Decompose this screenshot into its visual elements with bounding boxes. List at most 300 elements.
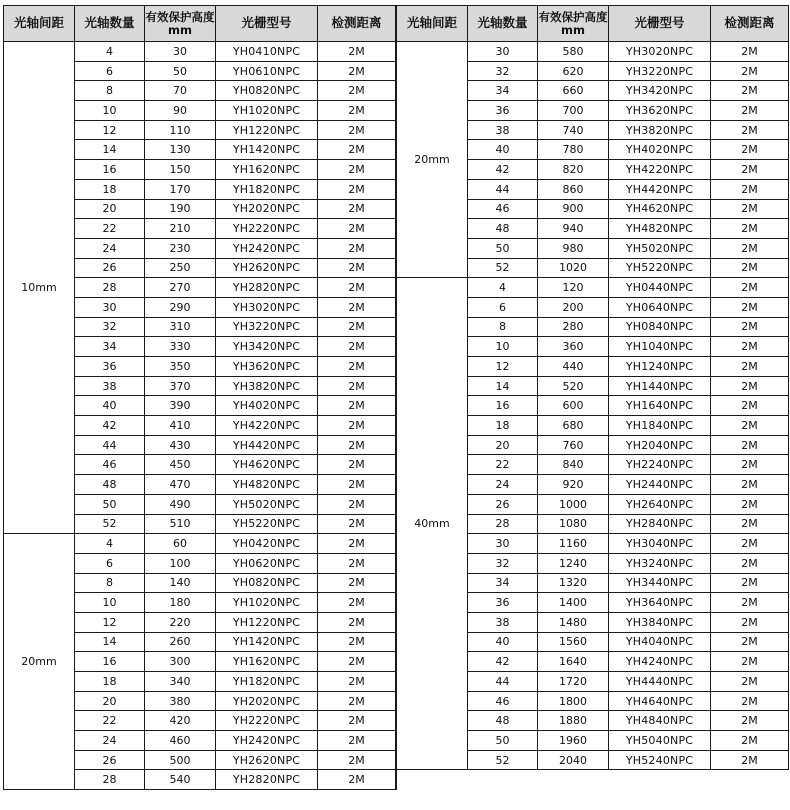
distance-cell: 2M <box>711 553 789 573</box>
axis-count-cell: 14 <box>75 632 145 652</box>
model-cell: YH1820NPC <box>216 179 318 199</box>
height-cell: 440 <box>538 357 609 377</box>
empty-cell <box>609 770 711 790</box>
axis-count-cell: 18 <box>75 179 145 199</box>
model-cell: YH2640NPC <box>609 494 711 514</box>
height-cell: 100 <box>145 553 216 573</box>
axis-count-cell: 52 <box>468 750 538 770</box>
axis-count-cell: 42 <box>468 652 538 672</box>
distance-cell: 2M <box>711 160 789 180</box>
model-cell: YH4420NPC <box>609 179 711 199</box>
height-cell: 740 <box>538 120 609 140</box>
empty-cell <box>538 770 609 790</box>
model-cell: YH4020NPC <box>609 140 711 160</box>
distance-cell: 2M <box>711 534 789 554</box>
distance-cell: 2M <box>711 475 789 495</box>
height-cell: 1640 <box>538 652 609 672</box>
distance-cell: 2M <box>711 81 789 101</box>
table-header-row <box>4 6 396 42</box>
distance-cell: 2M <box>318 357 396 377</box>
height-cell: 1080 <box>538 514 609 534</box>
height-cell: 1000 <box>538 494 609 514</box>
height-cell: 110 <box>145 120 216 140</box>
model-cell: YH0820NPC <box>216 573 318 593</box>
height-cell: 760 <box>538 435 609 455</box>
axis-count-cell: 30 <box>468 534 538 554</box>
height-cell: 1880 <box>538 711 609 731</box>
height-cell: 130 <box>145 140 216 160</box>
model-cell: YH2220NPC <box>216 711 318 731</box>
distance-cell: 2M <box>711 396 789 416</box>
height-cell: 860 <box>538 179 609 199</box>
axis-count-cell: 20 <box>75 199 145 219</box>
axis-count-cell: 18 <box>75 672 145 692</box>
distance-cell: 2M <box>711 120 789 140</box>
axis-count-cell: 34 <box>75 337 145 357</box>
model-cell: YH4820NPC <box>609 219 711 239</box>
model-cell: YH3020NPC <box>609 42 711 62</box>
height-cell: 1960 <box>538 731 609 751</box>
spec-sheet <box>3 5 788 795</box>
height-cell: 470 <box>145 475 216 495</box>
distance-cell: 2M <box>318 475 396 495</box>
axis-count-cell: 36 <box>468 593 538 613</box>
distance-cell: 2M <box>318 199 396 219</box>
distance-cell: 2M <box>711 61 789 81</box>
model-cell: YH4220NPC <box>216 416 318 436</box>
distance-cell: 2M <box>711 494 789 514</box>
distance-cell: 2M <box>318 219 396 239</box>
header-spacing: 光轴间距 <box>397 6 468 42</box>
axis-count-cell: 34 <box>468 81 538 101</box>
model-cell: YH3420NPC <box>609 81 711 101</box>
distance-cell: 2M <box>318 81 396 101</box>
distance-cell: 2M <box>318 593 396 613</box>
height-cell: 180 <box>145 593 216 613</box>
height-cell: 250 <box>145 258 216 278</box>
height-cell: 540 <box>145 770 216 790</box>
distance-cell: 2M <box>318 42 396 62</box>
height-cell: 680 <box>538 416 609 436</box>
axis-count-cell: 22 <box>75 219 145 239</box>
axis-count-cell: 48 <box>468 711 538 731</box>
distance-cell: 2M <box>318 120 396 140</box>
model-cell: YH4020NPC <box>216 396 318 416</box>
height-cell: 420 <box>145 711 216 731</box>
header-count: 光轴数量 <box>468 6 538 42</box>
height-cell: 140 <box>145 573 216 593</box>
model-cell: YH2020NPC <box>216 691 318 711</box>
distance-cell: 2M <box>711 416 789 436</box>
axis-count-cell: 36 <box>468 101 538 121</box>
height-cell: 280 <box>538 317 609 337</box>
axis-count-cell: 8 <box>75 81 145 101</box>
model-cell: YH2820NPC <box>216 770 318 790</box>
axis-count-cell: 4 <box>75 42 145 62</box>
height-cell: 780 <box>538 140 609 160</box>
model-cell: YH2040NPC <box>609 435 711 455</box>
axis-count-cell: 22 <box>468 455 538 475</box>
height-cell: 500 <box>145 750 216 770</box>
axis-count-cell: 52 <box>75 514 145 534</box>
axis-count-cell: 10 <box>75 593 145 613</box>
height-cell: 70 <box>145 81 216 101</box>
model-cell: YH3840NPC <box>609 612 711 632</box>
header-model: 光栅型号 <box>216 6 318 42</box>
distance-cell: 2M <box>711 179 789 199</box>
header-height: 有效保护高度mm <box>538 6 609 42</box>
distance-cell: 2M <box>711 632 789 652</box>
axis-count-cell: 32 <box>468 553 538 573</box>
height-cell: 620 <box>538 61 609 81</box>
distance-cell: 2M <box>318 455 396 475</box>
model-cell: YH1640NPC <box>609 396 711 416</box>
axis-count-cell: 12 <box>468 357 538 377</box>
axis-count-cell: 10 <box>75 101 145 121</box>
axis-count-cell: 32 <box>468 61 538 81</box>
empty-cell <box>397 770 468 790</box>
model-cell: YH5220NPC <box>609 258 711 278</box>
height-cell: 340 <box>145 672 216 692</box>
height-cell: 580 <box>538 42 609 62</box>
height-cell: 900 <box>538 199 609 219</box>
right-spec-table <box>396 5 789 790</box>
height-cell: 120 <box>538 278 609 298</box>
model-cell: YH1620NPC <box>216 160 318 180</box>
axis-count-cell: 46 <box>75 455 145 475</box>
distance-cell: 2M <box>711 199 789 219</box>
axis-count-cell: 12 <box>75 612 145 632</box>
height-cell: 1320 <box>538 573 609 593</box>
height-cell: 360 <box>538 337 609 357</box>
distance-cell: 2M <box>318 376 396 396</box>
distance-cell: 2M <box>318 514 396 534</box>
distance-cell: 2M <box>711 593 789 613</box>
header-model: 光栅型号 <box>609 6 711 42</box>
distance-cell: 2M <box>318 101 396 121</box>
axis-count-cell: 38 <box>75 376 145 396</box>
distance-cell: 2M <box>711 652 789 672</box>
model-cell: YH3640NPC <box>609 593 711 613</box>
spacing-group-cell: 40mm <box>397 278 468 770</box>
axis-count-cell: 44 <box>468 672 538 692</box>
model-cell: YH4640NPC <box>609 691 711 711</box>
model-cell: YH1620NPC <box>216 652 318 672</box>
height-cell: 210 <box>145 219 216 239</box>
model-cell: YH0620NPC <box>216 553 318 573</box>
axis-count-cell: 8 <box>75 573 145 593</box>
model-cell: YH0440NPC <box>609 278 711 298</box>
distance-cell: 2M <box>318 61 396 81</box>
left-spec-table <box>3 5 396 790</box>
model-cell: YH2820NPC <box>216 278 318 298</box>
distance-cell: 2M <box>318 179 396 199</box>
axis-count-cell: 48 <box>468 219 538 239</box>
axis-count-cell: 12 <box>75 120 145 140</box>
model-cell: YH0410NPC <box>216 42 318 62</box>
height-cell: 450 <box>145 455 216 475</box>
axis-count-cell: 10 <box>468 337 538 357</box>
height-cell: 1240 <box>538 553 609 573</box>
axis-count-cell: 50 <box>468 238 538 258</box>
height-cell: 1160 <box>538 534 609 554</box>
distance-cell: 2M <box>711 258 789 278</box>
axis-count-cell: 36 <box>75 357 145 377</box>
distance-cell: 2M <box>318 416 396 436</box>
height-cell: 430 <box>145 435 216 455</box>
distance-cell: 2M <box>711 376 789 396</box>
model-cell: YH4820NPC <box>216 475 318 495</box>
axis-count-cell: 16 <box>75 652 145 672</box>
model-cell: YH2840NPC <box>609 514 711 534</box>
distance-cell: 2M <box>711 238 789 258</box>
model-cell: YH2620NPC <box>216 750 318 770</box>
height-cell: 260 <box>145 632 216 652</box>
distance-cell: 2M <box>318 140 396 160</box>
axis-count-cell: 50 <box>75 494 145 514</box>
distance-cell: 2M <box>711 219 789 239</box>
model-cell: YH0420NPC <box>216 534 318 554</box>
model-cell: YH1840NPC <box>609 416 711 436</box>
height-cell: 460 <box>145 731 216 751</box>
height-cell: 490 <box>145 494 216 514</box>
distance-cell: 2M <box>711 711 789 731</box>
height-cell: 350 <box>145 357 216 377</box>
distance-cell: 2M <box>711 101 789 121</box>
height-cell: 1020 <box>538 258 609 278</box>
table-header-row <box>397 6 789 42</box>
empty-cell <box>711 770 789 790</box>
model-cell: YH3220NPC <box>609 61 711 81</box>
distance-cell: 2M <box>318 612 396 632</box>
height-cell: 600 <box>538 396 609 416</box>
axis-count-cell: 26 <box>75 750 145 770</box>
distance-cell: 2M <box>711 691 789 711</box>
height-cell: 170 <box>145 179 216 199</box>
height-cell: 230 <box>145 238 216 258</box>
empty-row <box>397 770 789 790</box>
model-cell: YH2420NPC <box>216 731 318 751</box>
height-cell: 90 <box>145 101 216 121</box>
model-cell: YH1420NPC <box>216 632 318 652</box>
model-cell: YH0820NPC <box>216 81 318 101</box>
distance-cell: 2M <box>318 731 396 751</box>
axis-count-cell: 40 <box>468 632 538 652</box>
distance-cell: 2M <box>318 672 396 692</box>
model-cell: YH4220NPC <box>609 160 711 180</box>
distance-cell: 2M <box>318 238 396 258</box>
height-cell: 940 <box>538 219 609 239</box>
distance-cell: 2M <box>318 258 396 278</box>
height-cell: 660 <box>538 81 609 101</box>
height-cell: 2040 <box>538 750 609 770</box>
distance-cell: 2M <box>711 750 789 770</box>
axis-count-cell: 32 <box>75 317 145 337</box>
axis-count-cell: 46 <box>468 199 538 219</box>
distance-cell: 2M <box>318 337 396 357</box>
axis-count-cell: 34 <box>468 573 538 593</box>
distance-cell: 2M <box>711 357 789 377</box>
model-cell: YH5020NPC <box>609 238 711 258</box>
model-cell: YH1040NPC <box>609 337 711 357</box>
height-cell: 700 <box>538 101 609 121</box>
model-cell: YH1220NPC <box>216 612 318 632</box>
axis-count-cell: 50 <box>468 731 538 751</box>
axis-count-cell: 40 <box>468 140 538 160</box>
axis-count-cell: 42 <box>468 160 538 180</box>
distance-cell: 2M <box>318 396 396 416</box>
height-cell: 1720 <box>538 672 609 692</box>
model-cell: YH2420NPC <box>216 238 318 258</box>
distance-cell: 2M <box>711 317 789 337</box>
height-cell: 220 <box>145 612 216 632</box>
table-row <box>397 42 789 62</box>
distance-cell: 2M <box>318 711 396 731</box>
height-cell: 370 <box>145 376 216 396</box>
height-cell: 1400 <box>538 593 609 613</box>
axis-count-cell: 44 <box>75 435 145 455</box>
distance-cell: 2M <box>318 278 396 298</box>
table-row <box>4 534 396 554</box>
distance-cell: 2M <box>318 750 396 770</box>
height-cell: 150 <box>145 160 216 180</box>
model-cell: YH5220NPC <box>216 514 318 534</box>
model-cell: YH4620NPC <box>609 199 711 219</box>
distance-cell: 2M <box>318 573 396 593</box>
model-cell: YH0640NPC <box>609 297 711 317</box>
model-cell: YH1220NPC <box>216 120 318 140</box>
header-distance: 检测距离 <box>711 6 789 42</box>
axis-count-cell: 20 <box>468 435 538 455</box>
height-cell: 920 <box>538 475 609 495</box>
distance-cell: 2M <box>318 160 396 180</box>
spacing-group-cell: 20mm <box>4 534 75 790</box>
height-cell: 1560 <box>538 632 609 652</box>
height-cell: 290 <box>145 297 216 317</box>
spacing-group-cell: 10mm <box>4 42 75 534</box>
model-cell: YH1020NPC <box>216 101 318 121</box>
model-cell: YH0840NPC <box>609 317 711 337</box>
model-cell: YH2020NPC <box>216 199 318 219</box>
distance-cell: 2M <box>711 297 789 317</box>
distance-cell: 2M <box>318 632 396 652</box>
height-cell: 30 <box>145 42 216 62</box>
table-row <box>397 278 789 298</box>
model-cell: YH3820NPC <box>216 376 318 396</box>
axis-count-cell: 22 <box>75 711 145 731</box>
model-cell: YH2220NPC <box>216 219 318 239</box>
height-cell: 60 <box>145 534 216 554</box>
distance-cell: 2M <box>711 455 789 475</box>
axis-count-cell: 24 <box>75 731 145 751</box>
model-cell: YH3620NPC <box>609 101 711 121</box>
table-row <box>4 42 396 62</box>
height-cell: 520 <box>538 376 609 396</box>
empty-cell <box>468 770 538 790</box>
distance-cell: 2M <box>318 435 396 455</box>
distance-cell: 2M <box>318 691 396 711</box>
model-cell: YH2240NPC <box>609 455 711 475</box>
axis-count-cell: 6 <box>75 61 145 81</box>
axis-count-cell: 28 <box>75 278 145 298</box>
model-cell: YH2440NPC <box>609 475 711 495</box>
axis-count-cell: 14 <box>75 140 145 160</box>
model-cell: YH3620NPC <box>216 357 318 377</box>
axis-count-cell: 6 <box>468 297 538 317</box>
height-cell: 390 <box>145 396 216 416</box>
axis-count-cell: 6 <box>75 553 145 573</box>
height-cell: 330 <box>145 337 216 357</box>
header-height: 有效保护高度mm <box>145 6 216 42</box>
axis-count-cell: 52 <box>468 258 538 278</box>
axis-count-cell: 24 <box>468 475 538 495</box>
height-cell: 50 <box>145 61 216 81</box>
axis-count-cell: 30 <box>468 42 538 62</box>
model-cell: YH3040NPC <box>609 534 711 554</box>
model-cell: YH1420NPC <box>216 140 318 160</box>
distance-cell: 2M <box>318 317 396 337</box>
model-cell: YH0610NPC <box>216 61 318 81</box>
model-cell: YH3240NPC <box>609 553 711 573</box>
axis-count-cell: 8 <box>468 317 538 337</box>
distance-cell: 2M <box>711 612 789 632</box>
axis-count-cell: 44 <box>468 179 538 199</box>
axis-count-cell: 38 <box>468 612 538 632</box>
model-cell: YH4620NPC <box>216 455 318 475</box>
height-cell: 300 <box>145 652 216 672</box>
axis-count-cell: 26 <box>75 258 145 278</box>
model-cell: YH5020NPC <box>216 494 318 514</box>
distance-cell: 2M <box>318 553 396 573</box>
height-cell: 1480 <box>538 612 609 632</box>
model-cell: YH3020NPC <box>216 297 318 317</box>
height-cell: 190 <box>145 199 216 219</box>
distance-cell: 2M <box>711 435 789 455</box>
height-cell: 380 <box>145 691 216 711</box>
model-cell: YH1820NPC <box>216 672 318 692</box>
header-spacing: 光轴间距 <box>4 6 75 42</box>
distance-cell: 2M <box>711 731 789 751</box>
axis-count-cell: 48 <box>75 475 145 495</box>
model-cell: YH1440NPC <box>609 376 711 396</box>
distance-cell: 2M <box>711 573 789 593</box>
height-cell: 310 <box>145 317 216 337</box>
axis-count-cell: 24 <box>75 238 145 258</box>
axis-count-cell: 16 <box>468 396 538 416</box>
model-cell: YH4040NPC <box>609 632 711 652</box>
distance-cell: 2M <box>711 514 789 534</box>
distance-cell: 2M <box>318 297 396 317</box>
model-cell: YH4240NPC <box>609 652 711 672</box>
axis-count-cell: 46 <box>468 691 538 711</box>
axis-count-cell: 16 <box>75 160 145 180</box>
model-cell: YH3440NPC <box>609 573 711 593</box>
height-cell: 510 <box>145 514 216 534</box>
height-cell: 410 <box>145 416 216 436</box>
model-cell: YH5240NPC <box>609 750 711 770</box>
axis-count-cell: 14 <box>468 376 538 396</box>
height-cell: 200 <box>538 297 609 317</box>
model-cell: YH2620NPC <box>216 258 318 278</box>
model-cell: YH4420NPC <box>216 435 318 455</box>
height-cell: 270 <box>145 278 216 298</box>
distance-cell: 2M <box>711 337 789 357</box>
model-cell: YH5040NPC <box>609 731 711 751</box>
model-cell: YH4840NPC <box>609 711 711 731</box>
axis-count-cell: 40 <box>75 396 145 416</box>
distance-cell: 2M <box>318 494 396 514</box>
distance-cell: 2M <box>711 672 789 692</box>
